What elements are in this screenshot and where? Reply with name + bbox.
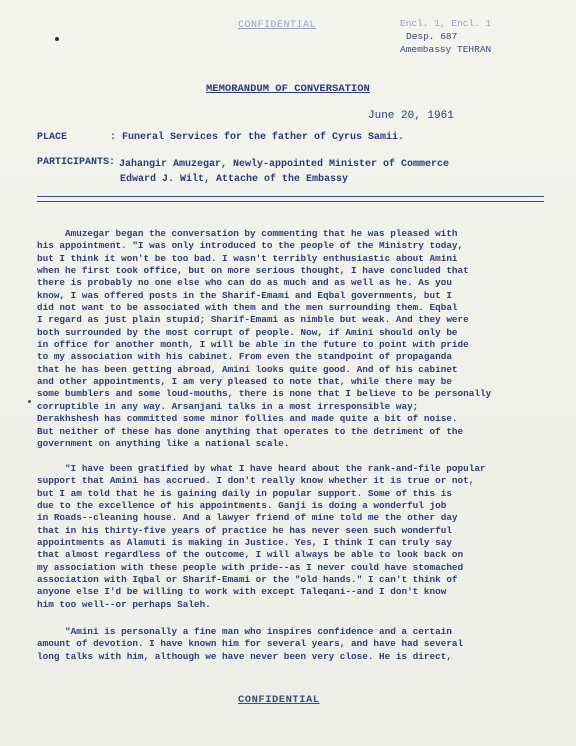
text-line: know, I was offered posts in the Sharif-Emami and Eqbal governments, but I — [37, 289, 452, 301]
reference-despatch: Desp. 687 — [406, 31, 458, 42]
paragraph — [37, 228, 547, 450]
divider-rule — [37, 196, 544, 197]
text-line: to my association with his cabinet. From even the standpoint of propaganda — [37, 351, 452, 363]
text-line: when he first took office, but on more serious thought, I have concluded that — [37, 265, 469, 277]
reference-enclosure: Encl. 1, Encl. 1 — [400, 18, 492, 29]
participant: Jahangir Amuzegar, Newly-appointed Minister of Commerce — [119, 159, 450, 170]
text-line: support that Amini has accrued. I don't really know whether it is true or not, — [37, 475, 475, 487]
text-line: my association with these people with pride--as I never could have stomached — [37, 561, 464, 573]
reference-block — [400, 17, 491, 56]
reference-embassy: Amembassy TEHRAN — [400, 44, 492, 55]
text-line: "Amini is personally a fine man who inspires confidence and a certain — [65, 626, 452, 637]
ink-mark — [28, 400, 31, 403]
ink-mark — [55, 37, 59, 41]
text-line: government on anything like a national scale. — [37, 437, 290, 449]
text-line: "I have been gratified by what I have heard about the rank-and-file popular — [65, 463, 486, 474]
text-line: him too well--or perhaps Saleh. — [37, 598, 211, 610]
paragraph — [37, 626, 547, 663]
paragraph — [37, 463, 547, 611]
text-line: his appointment. "I was only introduced to the people of the Ministry today, — [37, 240, 464, 252]
text-line: Amuzegar began the conversation by commenting that he was pleased with — [65, 228, 458, 239]
text-line: Derakhshesh has committed some minor follies and made quite a bit of noise. — [37, 413, 458, 425]
text-line: but I am told that he is gaining daily in popular support. Some of this is — [37, 487, 452, 499]
place-value: : Funeral Services for the father of Cyrus Samii. — [110, 132, 405, 143]
text-line: due to the excellence of his appointments. Ganji is doing a wonderful job — [37, 500, 447, 512]
text-line: amount of devotion. I have known him for several years, and have had several — [37, 638, 464, 650]
text-line: I regard as just plain stupid; Sharif-Emami as nimble but weak. And they were — [37, 314, 469, 326]
participants-list — [119, 157, 449, 187]
text-line: some bumblers and some loud-mouths, there is none that I believe to be personally — [37, 388, 492, 400]
participants-label: PARTICIPANTS: — [37, 157, 116, 168]
text-line: in Roads--cleaning house. And a lawyer friend of mine told me the other day — [37, 512, 458, 524]
text-line: in office for another month, I will be able in the future to point with pride — [37, 339, 469, 351]
text-line: that in his thirty-five years of practice he has never seen such wonderful — [37, 524, 452, 536]
classification-header: CONFIDENTIAL — [238, 20, 317, 31]
divider-rule — [37, 201, 544, 202]
text-line: But neither of these has done anything that operates to the detriment of the — [37, 425, 464, 437]
memo-title: MEMORANDUM OF CONVERSATION — [206, 83, 370, 95]
text-line: did not want to be associated with them and the men surrounding them. Eqbal — [37, 302, 458, 314]
text-line: and other appointments, I am very pleased to note that, while there may be — [37, 376, 452, 388]
text-line: that he has been getting abroad, Amini looks quite good. And of his cabinet — [37, 363, 458, 375]
text-line: there is probably no one else who can do as much and as well as he. As you — [37, 277, 452, 289]
memo-date: June 20, 1961 — [368, 110, 454, 122]
participant: Edward J. Wilt, Attache of the Embassy — [120, 174, 349, 185]
classification-footer: CONFIDENTIAL — [238, 694, 320, 706]
text-line: association with Iqbal or Sharif-Emami or the "old hands." I can't think of — [37, 574, 458, 586]
place-label: PLACE — [37, 132, 68, 143]
text-line: corruptible in any way. Arsanjani talks in a most irresponsible way; — [37, 400, 419, 412]
text-line: that almost regardless of the outcome, I will always be able to look back on — [37, 549, 464, 561]
text-line: appointments as Alamuti is making in Justice. Yes, I think I can truly say — [37, 537, 452, 549]
text-line: anyone else I'd be willing to work with except Taleqani--and I don't know — [37, 586, 447, 598]
text-line: but I think it won't be too bad. I wasn't terribly enthusiastic about Amini — [37, 252, 458, 264]
text-line: both surrounded by the most corrupt of people. Now, if Amini should only be — [37, 326, 458, 338]
text-line: long talks with him, although we have never been very close. He is direct, — [37, 650, 452, 662]
